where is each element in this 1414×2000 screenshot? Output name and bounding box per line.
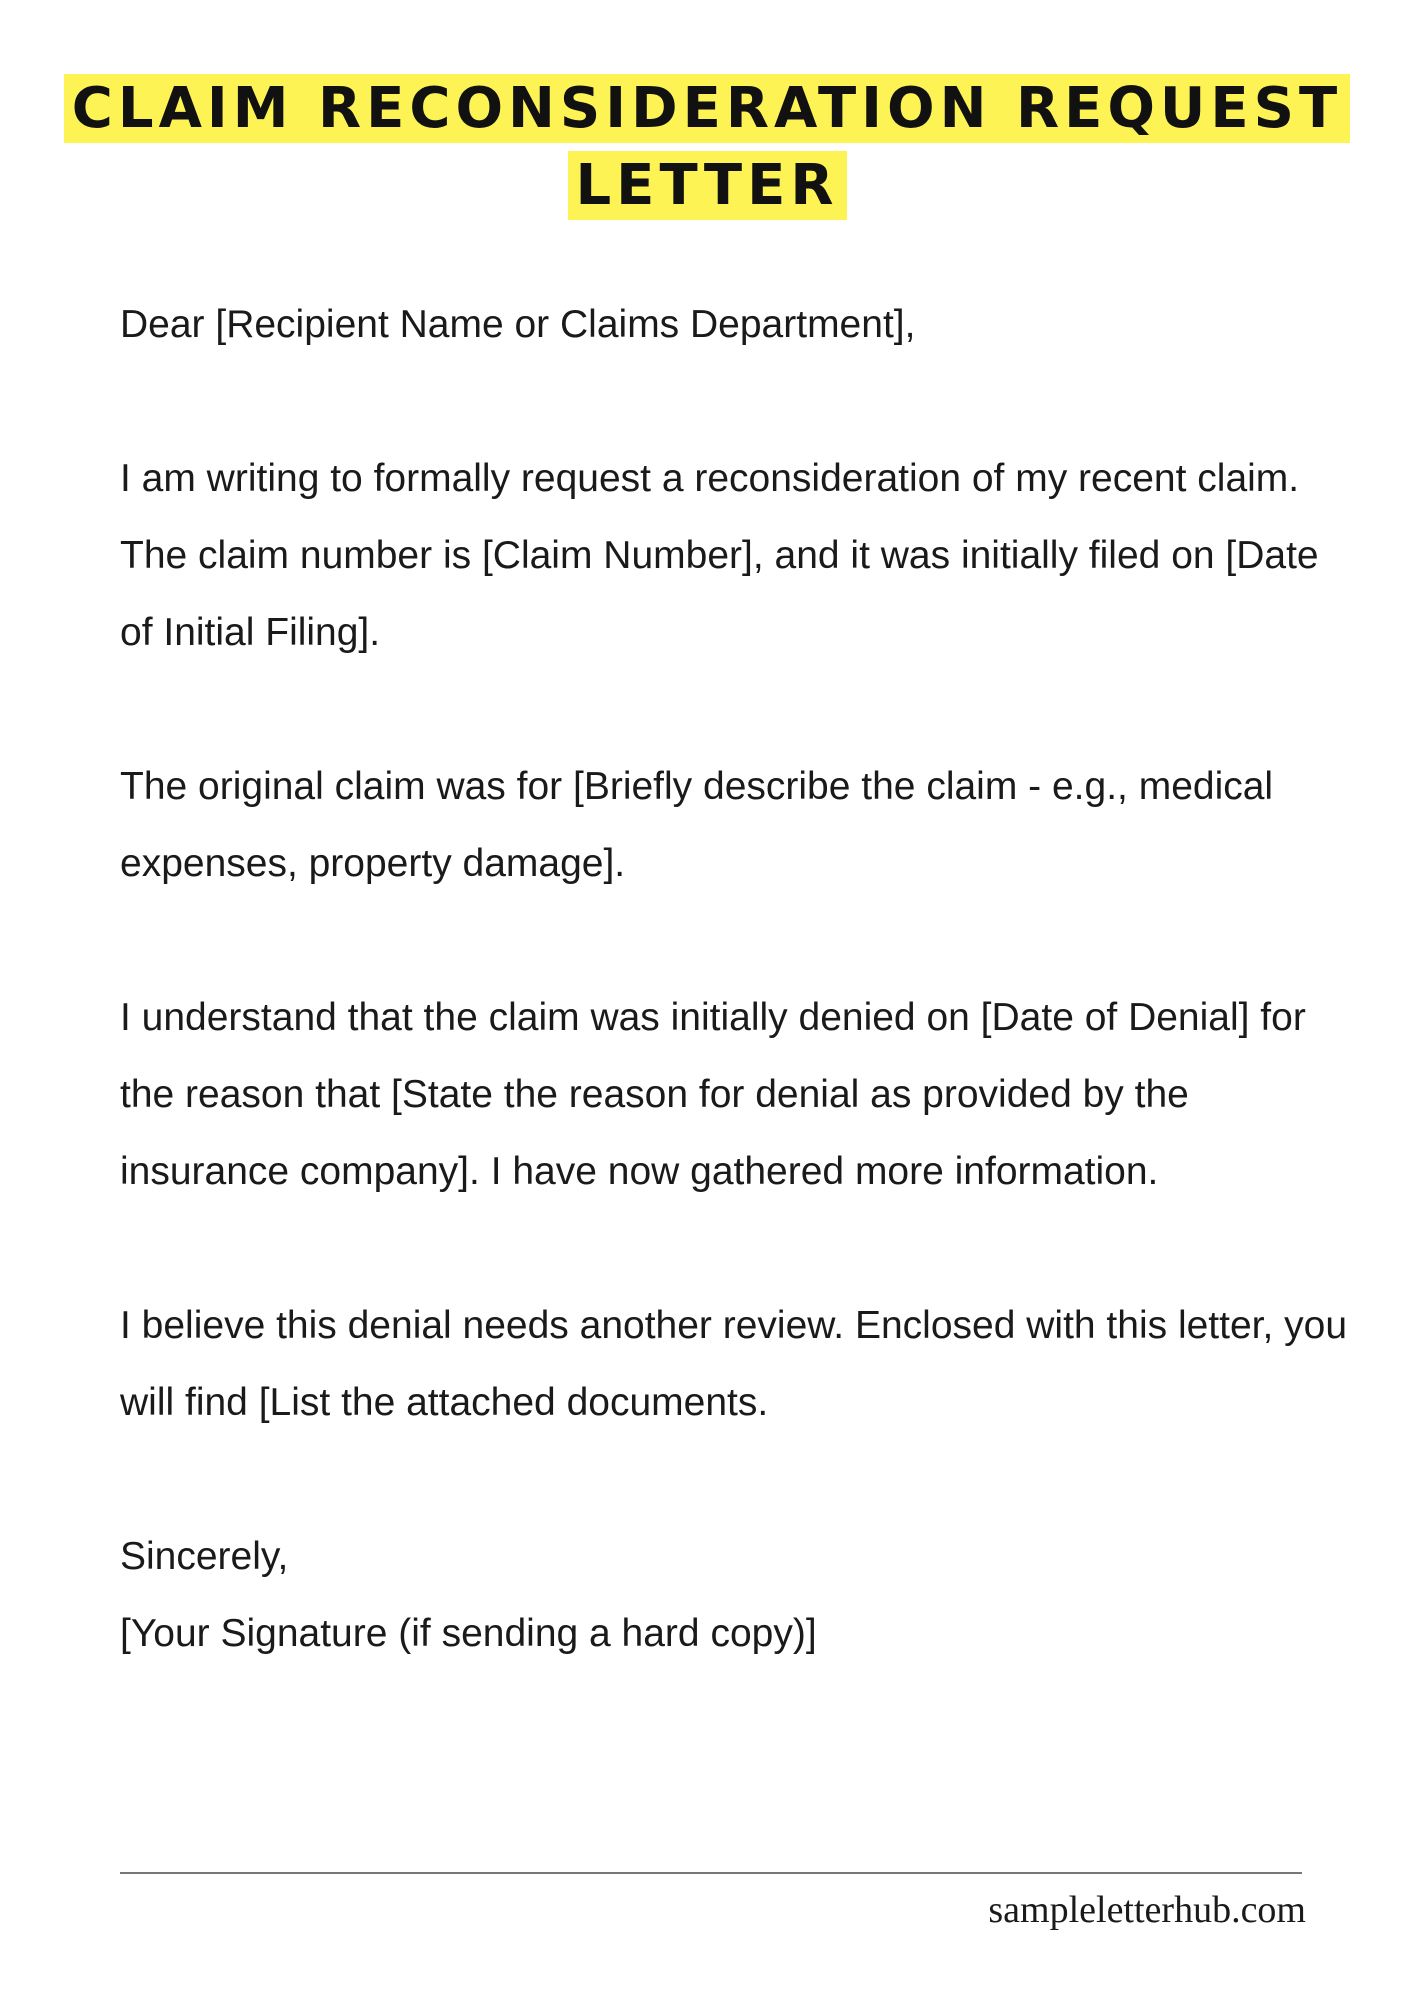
paragraph-claim-info: I am writing to formally request a reconsideration of my recent claim. The claim number is [Claim Number], and it was initially filed on [Date of Initial Filing]. xyxy=(120,457,1319,654)
paragraph-enclosures: I believe this denial needs another review. Enclosed with this letter, you will find [List the attached documents. xyxy=(120,1304,1348,1424)
salutation: Dear [Recipient Name or Claims Department], xyxy=(120,303,916,346)
paragraph-claim-description: The original claim was for [Briefly describe the claim - e.g., medical expenses, property damage]. xyxy=(120,765,1274,885)
footer-site: sampleletterhub.com xyxy=(988,1889,1306,1931)
signature-placeholder: [Your Signature (if sending a hard copy)] xyxy=(120,1612,817,1655)
footer-divider xyxy=(120,1872,1302,1874)
title-highlight: CLAIM RECONSIDERATION REQUEST LETTER xyxy=(64,74,1350,220)
letter-body xyxy=(120,286,1350,1672)
paragraph-denial-reason: I understand that the claim was initially denied on [Date of Denial] for the reason that [State the reason for denial as provided by the insurance company]. I have now gathered more information. xyxy=(120,996,1306,1193)
closing: Sincerely, xyxy=(120,1535,289,1578)
letter-title xyxy=(40,70,1374,224)
